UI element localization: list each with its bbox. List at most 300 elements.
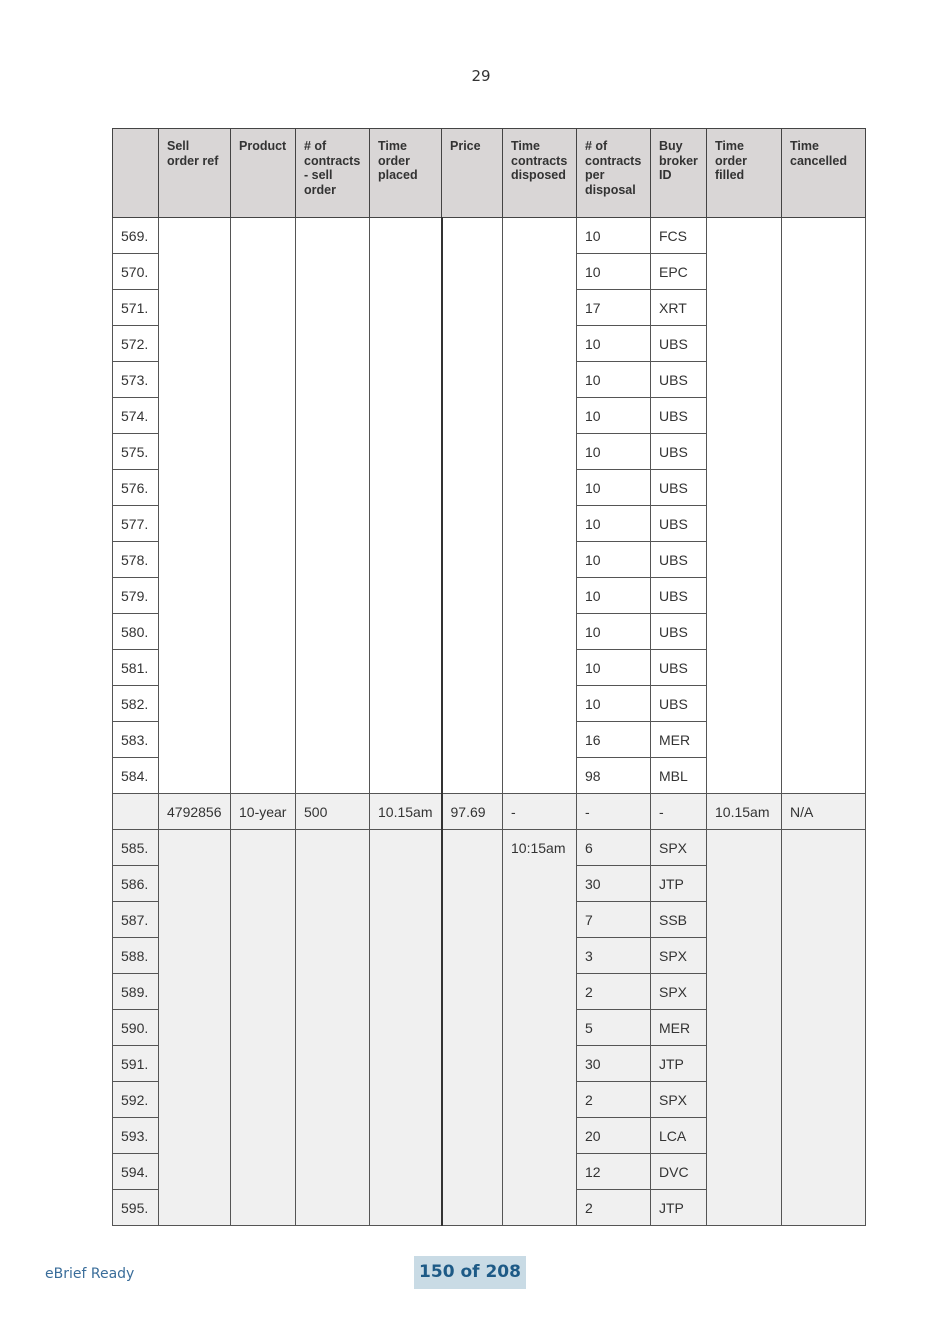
empty-cell xyxy=(707,362,782,398)
column-header: Time order filled xyxy=(707,129,782,218)
contracts-per-disposal: 30 xyxy=(577,866,651,902)
empty-cell xyxy=(782,614,866,650)
empty-cell xyxy=(442,902,503,938)
sell-order-table xyxy=(112,128,866,1226)
empty-cell xyxy=(442,398,503,434)
table-row xyxy=(113,362,866,398)
contracts-per-disposal: 98 xyxy=(577,758,651,794)
empty-cell xyxy=(442,1190,503,1226)
empty-cell xyxy=(503,434,577,470)
empty-cell xyxy=(296,758,370,794)
empty-cell xyxy=(370,1190,442,1226)
empty-cell xyxy=(231,1046,296,1082)
time-contracts-disposed xyxy=(503,974,577,1010)
empty-cell xyxy=(296,614,370,650)
ebrief-ready-logo: eBrief Ready xyxy=(45,1266,135,1282)
empty-cell xyxy=(370,866,442,902)
empty-cell xyxy=(442,1118,503,1154)
row-number: 577. xyxy=(113,506,159,542)
contracts-per-disposal: 10 xyxy=(577,470,651,506)
table-row xyxy=(113,866,866,902)
empty-cell xyxy=(782,1190,866,1226)
table-row xyxy=(113,290,866,326)
empty-cell xyxy=(159,1118,231,1154)
column-header: Price xyxy=(442,129,503,218)
table-row xyxy=(113,542,866,578)
empty-cell xyxy=(159,398,231,434)
empty-cell xyxy=(231,218,296,254)
empty-cell xyxy=(231,866,296,902)
row-number: 581. xyxy=(113,650,159,686)
empty-cell xyxy=(782,578,866,614)
empty-cell xyxy=(707,1190,782,1226)
row-number: 587. xyxy=(113,902,159,938)
empty-cell xyxy=(782,938,866,974)
empty-cell xyxy=(159,1046,231,1082)
empty-cell xyxy=(782,902,866,938)
column-header: Sell order ref xyxy=(159,129,231,218)
buy-broker-id: MER xyxy=(651,722,707,758)
contracts-per-disposal: 10 xyxy=(577,578,651,614)
empty-cell xyxy=(231,938,296,974)
buy-broker-id: LCA xyxy=(651,1118,707,1154)
empty-cell xyxy=(296,1046,370,1082)
buy-broker-id: UBS xyxy=(651,398,707,434)
empty-cell xyxy=(159,326,231,362)
buy-broker-id: UBS xyxy=(651,614,707,650)
contracts-per-disposal: 10 xyxy=(577,686,651,722)
order-ref: 4792856 xyxy=(159,794,231,830)
empty-cell xyxy=(159,1082,231,1118)
empty-cell xyxy=(707,542,782,578)
buy-broker-id: DVC xyxy=(651,1154,707,1190)
buy-broker-id: JTP xyxy=(651,1190,707,1226)
empty-cell xyxy=(707,434,782,470)
table-row xyxy=(113,650,866,686)
row-number: 574. xyxy=(113,398,159,434)
contracts-per-disposal: 2 xyxy=(577,1190,651,1226)
empty-cell xyxy=(370,218,442,254)
buy-broker-id: SPX xyxy=(651,1082,707,1118)
empty-cell xyxy=(296,578,370,614)
row-number: 576. xyxy=(113,470,159,506)
empty-cell xyxy=(231,254,296,290)
empty-cell xyxy=(231,578,296,614)
empty-cell xyxy=(442,1010,503,1046)
buy-broker-id: SPX xyxy=(651,830,707,866)
row-number: 580. xyxy=(113,614,159,650)
empty-cell xyxy=(370,1082,442,1118)
buy-broker-id: FCS xyxy=(651,218,707,254)
buy-broker-id: UBS xyxy=(651,434,707,470)
table-row xyxy=(113,1046,866,1082)
row-number: 570. xyxy=(113,254,159,290)
empty-cell xyxy=(296,722,370,758)
table-row xyxy=(113,722,866,758)
empty-cell xyxy=(707,974,782,1010)
empty-cell xyxy=(503,218,577,254)
table-row xyxy=(113,506,866,542)
empty-cell xyxy=(442,866,503,902)
empty-cell xyxy=(296,254,370,290)
order-filled: 10.15am xyxy=(707,794,782,830)
buy-broker-id: MER xyxy=(651,1010,707,1046)
row-number: 575. xyxy=(113,434,159,470)
empty-cell xyxy=(503,542,577,578)
contracts-per-disposal: 7 xyxy=(577,902,651,938)
empty-cell xyxy=(503,362,577,398)
contracts-per-disposal: 3 xyxy=(577,938,651,974)
empty-cell xyxy=(442,650,503,686)
order-summary-row xyxy=(113,794,866,830)
order-placed: 10.15am xyxy=(370,794,442,830)
buy-broker-id: UBS xyxy=(651,506,707,542)
empty-cell xyxy=(503,398,577,434)
empty-cell xyxy=(370,686,442,722)
contracts-per-disposal: 10 xyxy=(577,434,651,470)
empty-cell xyxy=(442,470,503,506)
time-contracts-disposed xyxy=(503,1046,577,1082)
empty-cell xyxy=(782,398,866,434)
empty-cell xyxy=(296,902,370,938)
row-number: 591. xyxy=(113,1046,159,1082)
empty-cell xyxy=(159,650,231,686)
table-row xyxy=(113,1154,866,1190)
time-contracts-disposed: 10:15am xyxy=(503,830,577,866)
empty-cell xyxy=(159,830,231,866)
empty-cell xyxy=(296,650,370,686)
empty-cell xyxy=(442,254,503,290)
time-contracts-disposed xyxy=(503,1190,577,1226)
empty-cell xyxy=(782,326,866,362)
empty-cell xyxy=(442,1046,503,1082)
empty-cell xyxy=(231,1190,296,1226)
buy-broker-id: UBS xyxy=(651,686,707,722)
time-contracts-disposed xyxy=(503,1154,577,1190)
empty-cell xyxy=(370,326,442,362)
empty-cell xyxy=(782,290,866,326)
empty-cell xyxy=(159,578,231,614)
empty-cell xyxy=(159,506,231,542)
empty-cell xyxy=(782,866,866,902)
empty-cell xyxy=(370,434,442,470)
contracts-per-disposal: 20 xyxy=(577,1118,651,1154)
empty-cell xyxy=(370,650,442,686)
table-row xyxy=(113,1190,866,1226)
row-number: 582. xyxy=(113,686,159,722)
contracts-per-disposal: 30 xyxy=(577,1046,651,1082)
empty-cell xyxy=(782,650,866,686)
empty-cell xyxy=(707,902,782,938)
empty-cell xyxy=(442,938,503,974)
empty-cell xyxy=(707,650,782,686)
order-product: 10-year xyxy=(231,794,296,830)
row-number: 579. xyxy=(113,578,159,614)
time-contracts-disposed xyxy=(503,1082,577,1118)
empty-cell xyxy=(370,722,442,758)
empty-cell xyxy=(707,254,782,290)
empty-cell xyxy=(782,434,866,470)
empty-cell xyxy=(296,326,370,362)
empty-cell xyxy=(231,830,296,866)
row-number: 569. xyxy=(113,218,159,254)
empty-cell xyxy=(296,1190,370,1226)
time-contracts-disposed xyxy=(503,1010,577,1046)
empty-cell xyxy=(503,650,577,686)
contracts-per-disposal: 10 xyxy=(577,398,651,434)
empty-cell xyxy=(707,614,782,650)
empty-cell xyxy=(159,470,231,506)
buy-broker-id: UBS xyxy=(651,326,707,362)
contracts-per-disposal: 10 xyxy=(577,614,651,650)
contracts-per-disposal: 17 xyxy=(577,290,651,326)
table-row xyxy=(113,434,866,470)
row-number: 573. xyxy=(113,362,159,398)
buy-broker-id: SPX xyxy=(651,974,707,1010)
time-contracts-disposed xyxy=(503,866,577,902)
empty-cell xyxy=(296,218,370,254)
empty-cell xyxy=(707,938,782,974)
empty-cell xyxy=(442,506,503,542)
column-header: # of contracts per disposal xyxy=(577,129,651,218)
empty-cell xyxy=(503,722,577,758)
empty-cell xyxy=(503,506,577,542)
empty-cell xyxy=(782,254,866,290)
row-number: 588. xyxy=(113,938,159,974)
contracts-per-disposal: 16 xyxy=(577,722,651,758)
empty-cell xyxy=(370,1118,442,1154)
empty-cell xyxy=(707,290,782,326)
empty-cell xyxy=(782,830,866,866)
empty-cell xyxy=(370,398,442,434)
table-row xyxy=(113,326,866,362)
empty-cell xyxy=(707,326,782,362)
empty-cell xyxy=(231,758,296,794)
table-row xyxy=(113,830,866,866)
column-header: # of contracts - sell order xyxy=(296,129,370,218)
empty-cell xyxy=(782,1082,866,1118)
empty-cell xyxy=(231,686,296,722)
empty-cell xyxy=(782,218,866,254)
row-number: 571. xyxy=(113,290,159,326)
empty-cell xyxy=(159,362,231,398)
column-header: Time order placed xyxy=(370,129,442,218)
empty-cell xyxy=(159,758,231,794)
empty-cell xyxy=(296,290,370,326)
table-row xyxy=(113,398,866,434)
table-row xyxy=(113,614,866,650)
empty-cell xyxy=(442,974,503,1010)
row-number: 589. xyxy=(113,974,159,1010)
empty-cell xyxy=(159,542,231,578)
empty-cell xyxy=(782,1118,866,1154)
empty-cell xyxy=(442,218,503,254)
empty-cell xyxy=(442,722,503,758)
empty-cell xyxy=(296,542,370,578)
table-header-row xyxy=(113,129,866,218)
time-contracts-disposed xyxy=(503,938,577,974)
empty-cell xyxy=(296,470,370,506)
table-row xyxy=(113,1010,866,1046)
table-row xyxy=(113,218,866,254)
empty-cell xyxy=(442,326,503,362)
empty-cell xyxy=(707,866,782,902)
empty-cell xyxy=(296,1118,370,1154)
order-n xyxy=(113,794,159,830)
row-number: 585. xyxy=(113,830,159,866)
empty-cell xyxy=(296,866,370,902)
empty-cell xyxy=(296,974,370,1010)
empty-cell xyxy=(707,218,782,254)
empty-cell xyxy=(442,758,503,794)
column-header: Product xyxy=(231,129,296,218)
buy-broker-id: UBS xyxy=(651,650,707,686)
empty-cell xyxy=(231,1118,296,1154)
empty-cell xyxy=(370,542,442,578)
empty-cell xyxy=(231,434,296,470)
order-broker: - xyxy=(651,794,707,830)
contracts-per-disposal: 5 xyxy=(577,1010,651,1046)
table-row xyxy=(113,902,866,938)
column-header: Time cancelled xyxy=(782,129,866,218)
empty-cell xyxy=(370,578,442,614)
empty-cell xyxy=(231,974,296,1010)
empty-cell xyxy=(707,470,782,506)
empty-cell xyxy=(159,218,231,254)
empty-cell xyxy=(503,758,577,794)
empty-cell xyxy=(296,434,370,470)
empty-cell xyxy=(707,1082,782,1118)
empty-cell xyxy=(231,722,296,758)
table-row xyxy=(113,254,866,290)
empty-cell xyxy=(503,470,577,506)
empty-cell xyxy=(370,254,442,290)
empty-cell xyxy=(231,362,296,398)
table-row xyxy=(113,758,866,794)
order-disposed: - xyxy=(503,794,577,830)
empty-cell xyxy=(782,506,866,542)
contracts-per-disposal: 10 xyxy=(577,650,651,686)
empty-cell xyxy=(370,830,442,866)
row-number: 593. xyxy=(113,1118,159,1154)
empty-cell xyxy=(231,650,296,686)
empty-cell xyxy=(782,470,866,506)
empty-cell xyxy=(442,362,503,398)
empty-cell xyxy=(296,1154,370,1190)
empty-cell xyxy=(442,290,503,326)
empty-cell xyxy=(442,830,503,866)
buy-broker-id: EPC xyxy=(651,254,707,290)
empty-cell xyxy=(370,1010,442,1046)
empty-cell xyxy=(707,758,782,794)
empty-cell xyxy=(370,1154,442,1190)
empty-cell xyxy=(231,470,296,506)
time-contracts-disposed xyxy=(503,1118,577,1154)
row-number: 590. xyxy=(113,1010,159,1046)
empty-cell xyxy=(503,290,577,326)
empty-cell xyxy=(231,542,296,578)
contracts-per-disposal: 10 xyxy=(577,542,651,578)
empty-cell xyxy=(370,1046,442,1082)
empty-cell xyxy=(782,722,866,758)
empty-cell xyxy=(503,614,577,650)
empty-cell xyxy=(296,830,370,866)
buy-broker-id: UBS xyxy=(651,470,707,506)
empty-cell xyxy=(296,506,370,542)
table-row xyxy=(113,578,866,614)
order-contracts: 500 xyxy=(296,794,370,830)
empty-cell xyxy=(442,1154,503,1190)
buy-broker-id: JTP xyxy=(651,1046,707,1082)
empty-cell xyxy=(442,542,503,578)
empty-cell xyxy=(159,254,231,290)
empty-cell xyxy=(159,434,231,470)
empty-cell xyxy=(442,1082,503,1118)
buy-broker-id: SSB xyxy=(651,902,707,938)
empty-cell xyxy=(707,1046,782,1082)
contracts-per-disposal: 2 xyxy=(577,974,651,1010)
empty-cell xyxy=(707,1154,782,1190)
table-row xyxy=(113,1082,866,1118)
empty-cell xyxy=(159,614,231,650)
buy-broker-id: UBS xyxy=(651,362,707,398)
empty-cell xyxy=(159,938,231,974)
empty-cell xyxy=(231,614,296,650)
contracts-per-disposal: 10 xyxy=(577,506,651,542)
empty-cell xyxy=(159,722,231,758)
empty-cell xyxy=(159,686,231,722)
empty-cell xyxy=(296,938,370,974)
contracts-per-disposal: 10 xyxy=(577,218,651,254)
empty-cell xyxy=(707,1118,782,1154)
empty-cell xyxy=(231,506,296,542)
empty-cell xyxy=(296,1010,370,1046)
empty-cell xyxy=(159,290,231,326)
empty-cell xyxy=(370,974,442,1010)
row-number: 583. xyxy=(113,722,159,758)
page-indicator: 150 of 208 xyxy=(414,1256,526,1289)
table-row xyxy=(113,686,866,722)
empty-cell xyxy=(442,578,503,614)
row-number: 572. xyxy=(113,326,159,362)
contracts-per-disposal: 10 xyxy=(577,254,651,290)
empty-cell xyxy=(231,902,296,938)
order-per-disposal: - xyxy=(577,794,651,830)
empty-cell xyxy=(296,398,370,434)
table-row xyxy=(113,470,866,506)
table-row xyxy=(113,974,866,1010)
empty-cell xyxy=(159,1190,231,1226)
empty-cell xyxy=(707,398,782,434)
empty-cell xyxy=(231,1154,296,1190)
time-contracts-disposed xyxy=(503,902,577,938)
contracts-per-disposal: 2 xyxy=(577,1082,651,1118)
contracts-per-disposal: 10 xyxy=(577,326,651,362)
empty-cell xyxy=(296,686,370,722)
empty-cell xyxy=(370,614,442,650)
empty-cell xyxy=(707,506,782,542)
empty-cell xyxy=(707,722,782,758)
empty-cell xyxy=(370,902,442,938)
empty-cell xyxy=(707,686,782,722)
empty-cell xyxy=(370,758,442,794)
empty-cell xyxy=(370,938,442,974)
empty-cell xyxy=(442,614,503,650)
empty-cell xyxy=(231,290,296,326)
empty-cell xyxy=(782,1154,866,1190)
empty-cell xyxy=(503,326,577,362)
empty-cell xyxy=(370,506,442,542)
